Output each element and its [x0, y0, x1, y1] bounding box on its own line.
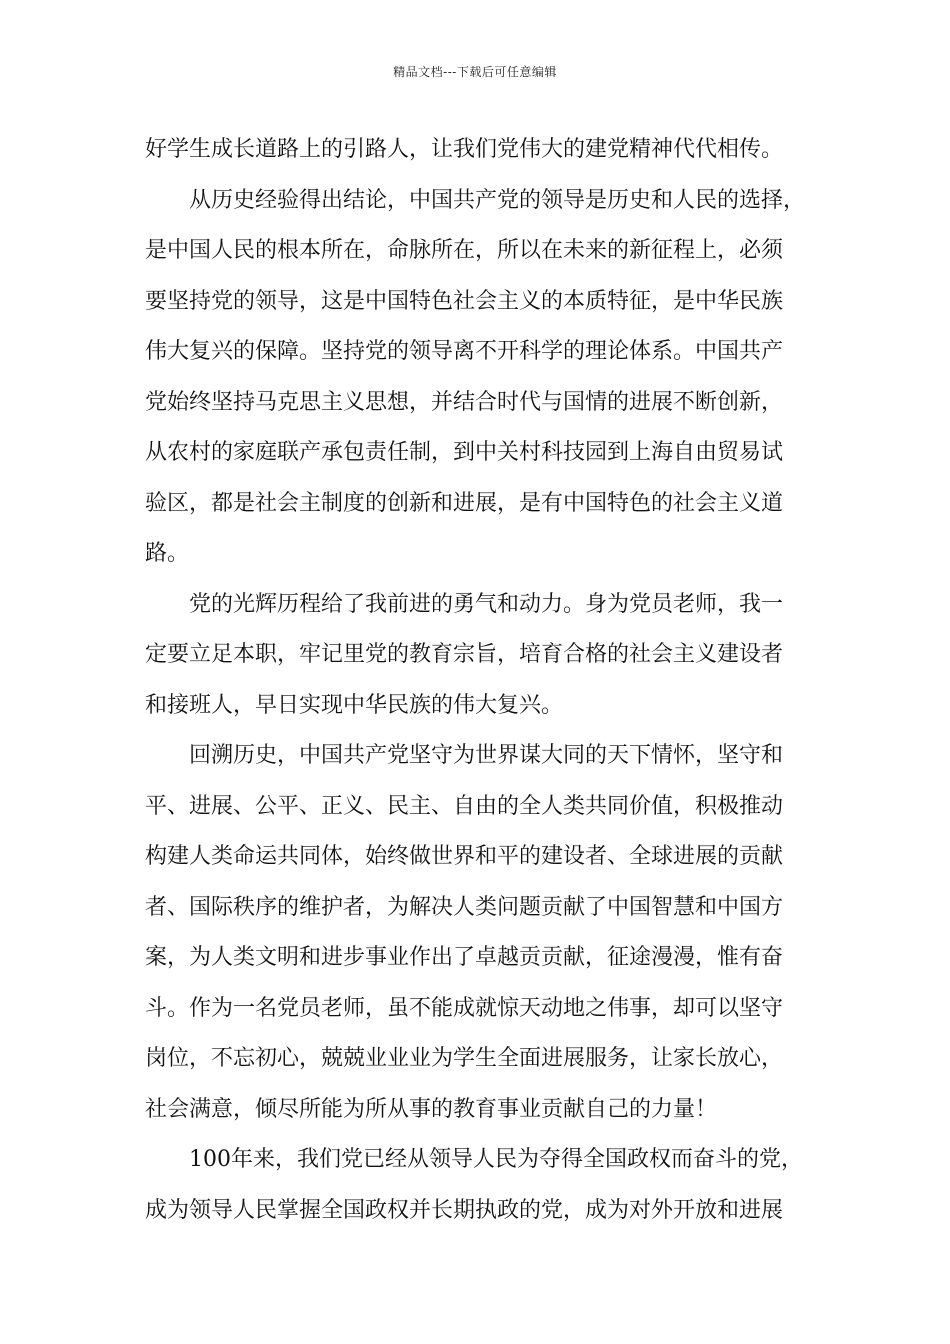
paragraph-first-line: 回溯历史，中国共产党坚守为世界谋大同的天下情怀，坚守和	[189, 743, 784, 768]
text-line: 案，为人类文明和进步事业作出了卓越贡贡献，征途漫漫，惟有奋	[145, 945, 784, 970]
text-line: 构建人类命运共同体，始终做世界和平的建设者、全球进展的贡献	[145, 844, 784, 869]
text-line: 验区，都是社会主制度的创新和进展，是有中国特色的社会主义道	[145, 490, 784, 516]
paragraph-first-line: 党的光辉历程给了我前进的勇气和动力。身为党员老师，我一	[189, 591, 784, 617]
text-line: 成为领导人民掌握全国政权并长期执政的党，成为对外开放和进展	[145, 1197, 784, 1223]
text-line: 伟大复兴的保障。坚持党的领导离不开科学的理论体系。中国共产	[145, 339, 784, 364]
paragraph-first-line: 100年来，我们党已经从领导人民为夺得全国政权而奋斗的党，	[189, 1147, 803, 1172]
text-line: 是中国人民的根本所在，命脉所在，所以在未来的新征程上，必须	[145, 238, 784, 263]
text-line: 路。	[145, 541, 190, 566]
text-line: 要坚持党的领导，这是中国特色社会主义的本质特征，是中华民族	[145, 288, 784, 314]
text-line: 定要立足本职，牢记里党的教育宗旨，培育合格的社会主义建设者	[145, 642, 784, 667]
text-line: 党始终坚持马克思主义思想，并结合时代与国情的进展不断创新，	[145, 389, 784, 415]
text-line: 平、进展、公平、正义、民主、自由的全人类共同价值，积极推动	[145, 793, 784, 819]
text-line: 者、国际秩序的维护者，为解决人类问题贡献了中国智慧和中国方	[145, 894, 784, 920]
text-line: 好学生成长道路上的引路人，让我们党伟大的建党精神代代相传。	[145, 137, 784, 162]
page-header: 精品文档---下载后可任意编辑	[393, 65, 557, 79]
document-body	[145, 125, 825, 1236]
text-line: 和接班人，早日实现中华民族的伟大复兴。	[145, 692, 564, 718]
text-line: 岗位，不忘初心，兢兢业业业为学生全面进展服务，让家长放心，	[145, 1046, 784, 1071]
text-line: 斗。作为一名党员老师，虽不能成就惊天动地之伟事，却可以坚守	[145, 995, 784, 1021]
text-line: 社会满意，倾尽所能为所从事的教育事业贡献自己的力量！	[145, 1096, 718, 1122]
paragraph-first-line: 从历史经验得出结论，中国共产党的领导是历史和人民的选择，	[189, 187, 806, 213]
text-line: 从农村的家庭联产承包责任制，到中关村科技园到上海自由贸易试	[145, 440, 784, 465]
